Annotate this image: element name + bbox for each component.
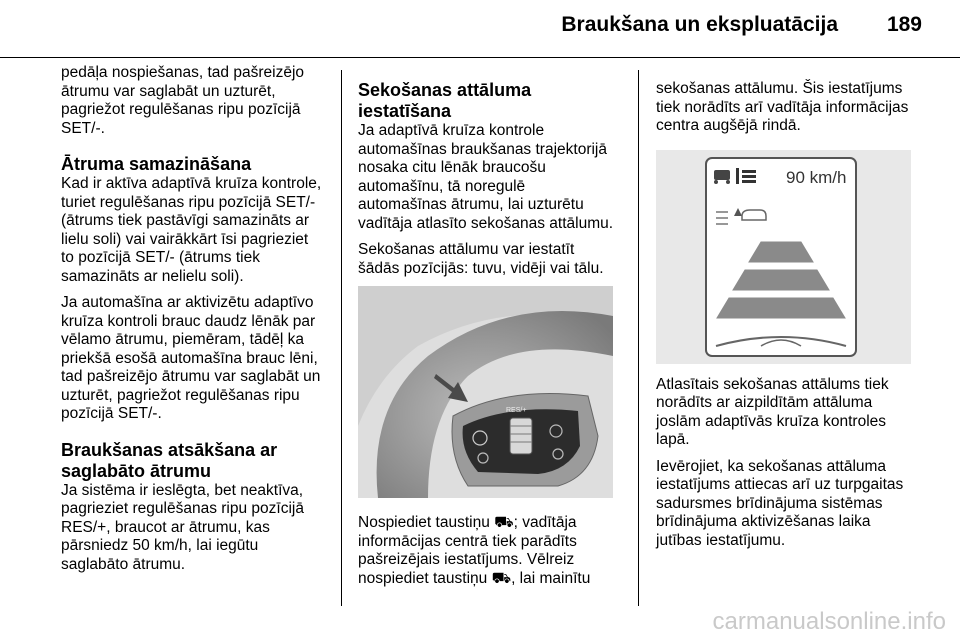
- col1-heading-resume: Braukšanas atsākšana ar saglabāto ātrumu: [61, 439, 278, 481]
- display-speed: 90 km/h: [786, 167, 847, 187]
- col1-paragraph-2: Kad ir aktīva adaptīvā kruīza kontrole, turiet regulēšanas ripu pozīcijā SET/- (ātrums tiek pastāvīgi samazināts ar lielu soli) vai vairākkārt īsi pagrieziet to pozīcijā SET/- (ātrums tiek samazināts ar nelielu soli).: [61, 175, 322, 285]
- distance-setting-icon: [736, 168, 756, 184]
- page-number: 189: [886, 13, 922, 36]
- display-figure: [656, 150, 911, 364]
- col1-paragraph-1: pedāļa nospiešanas, tad pašreizējo ātrumu var saglabāt un uzturēt, pagriežot regulēšanas ripu pozīcijā SET/-.: [61, 64, 305, 137]
- col1-heading-speed-reduce: Ātruma samazināšana: [61, 154, 252, 174]
- col2-paragraph-2: Sekošanas attālumu var iestatīt šādās pozīcijās: tuvu, vidēji vai tālu.: [358, 241, 604, 277]
- col2-paragraph-1: Ja adaptīvā kruīza kontrole automašīnas braukšanas trajektorijā nosaka citu lēnāk braucošu automašīnu, tā noregulē automašīnas ātrumu, lai uzturētu vadītāja atlasīto sekošanas attālumu.: [358, 122, 614, 232]
- distance-bar: [733, 270, 829, 290]
- watermark: carmanualsonline.info: [712, 608, 946, 635]
- column-divider-2: [638, 70, 639, 606]
- header-rule: [0, 57, 960, 58]
- distance-bar: [717, 298, 845, 318]
- col2-paragraph-3: Nospiediet taustiņu ⛟; vadītāja informācijas centrā tiek parādīts pašreizējais iestatījums. Vēlreiz nospiediet taustiņu ⛟, lai mainītu: [358, 514, 591, 587]
- driver-info-display: [656, 150, 911, 364]
- column-2: [358, 80, 628, 596]
- column-1: [61, 64, 331, 582]
- header-title: Braukšana un ekspluatācija: [561, 13, 838, 36]
- steering-wheel-figure: [358, 286, 613, 498]
- page-header: [0, 0, 960, 58]
- col3-paragraph-3: Ievērojiet, ka sekošanas attāluma iestatījums attiecas arī uz turpgaitas sadursmes brīdinājuma sistēmas brīdinājuma aktivizēšanas laika jutības iestatījumu.: [656, 457, 904, 549]
- column-divider-1: [341, 70, 342, 606]
- col3-paragraph-2: Atlasītais sekošanas attālums tiek norādīts ar aizpildītām attāluma joslām adaptīvās kruīza kontroles lapā.: [656, 375, 889, 448]
- column-3: [656, 80, 931, 558]
- wheel-res-label: RES/+: [506, 407, 527, 414]
- col3-paragraph-1: sekošanas attālumu. Šis iestatījums tiek norādīts arī vadītāja informācijas centra augšējā rindā.: [656, 80, 909, 134]
- col2-heading-distance: Sekošanas attāluma iestatīšana: [358, 80, 532, 121]
- steering-wheel-illustration: [358, 286, 613, 498]
- col1-paragraph-4: Ja sistēma ir ieslēgta, bet neaktīva, pagrieziet regulēšanas ripu pozīcijā RES/+, braucot ar ātrumu, kas pārsniedz 50 km/h, lai iegūtu saglabāto ātrumu.: [61, 481, 304, 573]
- col1-paragraph-3: Ja automašīna ar aktivizētu adaptīvo kruīza kontroli brauc daudz lēnāk par vēlamo ātrumu, piemēram, tādēļ ka priekšā esošā automašīna brauc lēni, tad pašreizējo ātrumu var saglabāt un uzturēt, pagriežot regulēšanas ripu pozīcijā SET/-.: [61, 294, 321, 422]
